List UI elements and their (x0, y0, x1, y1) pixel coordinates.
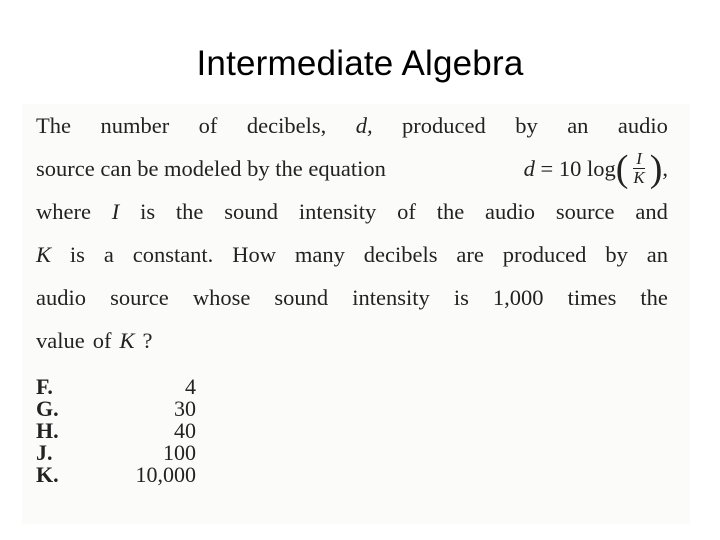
answer-choice-k (36, 464, 196, 486)
word: are (456, 242, 484, 267)
word: by (515, 113, 538, 138)
answer-letter: J. (36, 440, 53, 465)
right-paren-icon: ) (649, 147, 663, 190)
answer-choice-j (36, 442, 196, 464)
fraction-numerator: I (633, 150, 645, 169)
variable-d: d, (355, 113, 373, 138)
answer-choice-f (36, 376, 196, 398)
answer-value: 40 (174, 418, 196, 443)
line-text: source can be modeled by the equation (36, 156, 386, 181)
word: whose (192, 285, 251, 310)
word: produced (502, 242, 587, 267)
word: intensity (352, 285, 430, 310)
comma: , (662, 156, 668, 181)
question-line-6 (36, 319, 668, 362)
word: the (436, 199, 465, 224)
word: a (103, 242, 114, 267)
answer-value: 100 (163, 440, 196, 465)
word: of (92, 328, 112, 353)
word: decibels, (246, 113, 327, 138)
answer-value: 10,000 (135, 462, 196, 487)
word: of (198, 113, 218, 138)
word: decibels (363, 242, 438, 267)
word: the (640, 285, 668, 310)
question-text (36, 104, 668, 362)
answer-letter: K. (36, 462, 59, 487)
decibel-equation (524, 147, 668, 190)
variable-k: K (36, 242, 52, 267)
question-mark: ? (142, 328, 153, 353)
answer-choice-h (36, 420, 196, 442)
equation-log: = 10 log (540, 156, 616, 181)
word: number (100, 113, 170, 138)
word: times (567, 285, 617, 310)
equation-lhs: d (523, 156, 535, 181)
word: is (140, 199, 156, 224)
word: audio (485, 199, 535, 224)
word: of (397, 199, 416, 224)
word: The (36, 113, 71, 138)
word: an (567, 113, 589, 138)
variable-i: I (111, 199, 120, 224)
answer-value: 30 (174, 396, 196, 421)
word: produced (402, 113, 486, 138)
question-line-2 (36, 147, 668, 190)
word: many (294, 242, 345, 267)
fraction-denominator: K (633, 168, 645, 187)
question-line-4 (36, 233, 668, 276)
word: and (635, 199, 668, 224)
page-title: Intermediate Algebra (196, 44, 524, 83)
intensity-multiplier: 1,000 (492, 285, 544, 310)
word: How (232, 242, 276, 267)
word: an (646, 242, 668, 267)
word: intensity (298, 199, 377, 224)
question-line-3 (36, 190, 668, 233)
variable-k: K (119, 328, 135, 353)
question-line-1 (36, 104, 668, 147)
word: source (110, 285, 169, 310)
answer-letter: H. (36, 418, 59, 443)
word: sound (274, 285, 329, 310)
word: source (555, 199, 615, 224)
fraction (630, 150, 647, 187)
word: audio (36, 285, 86, 310)
word: sound (224, 199, 278, 224)
word: audio (617, 113, 668, 138)
answer-choice-g (36, 398, 196, 420)
word: is (69, 242, 85, 267)
answer-choices (36, 376, 196, 486)
answer-value: 4 (185, 374, 196, 399)
word: the (175, 199, 204, 224)
answer-letter: G. (36, 396, 59, 421)
answer-letter: F. (36, 374, 53, 399)
question-line-5 (36, 276, 668, 319)
word: constant. (132, 242, 214, 267)
word: where (36, 199, 91, 224)
word: value (36, 328, 85, 353)
word: is (453, 285, 469, 310)
left-paren-icon: ( (615, 147, 629, 190)
word: by (605, 242, 628, 267)
